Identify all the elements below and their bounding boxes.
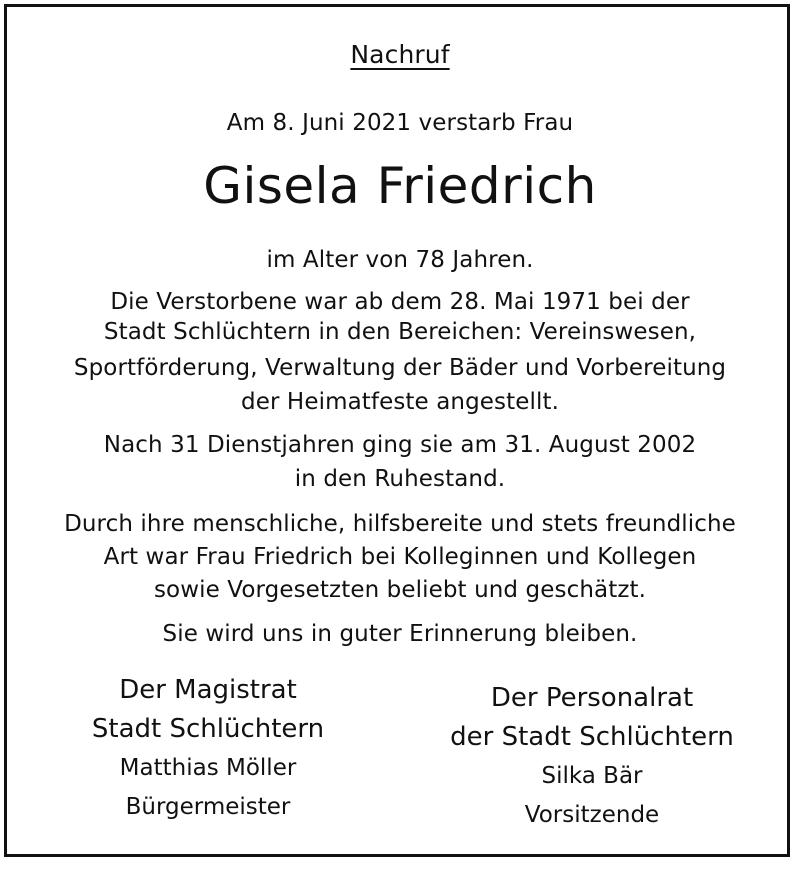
paragraph-2-line-2: in den Ruhestand. <box>294 466 506 492</box>
age-text: im Alter von 78 Jahren. <box>266 247 534 273</box>
paragraph-1-line-2: Stadt Schlüchtern in den Bereichen: Vereinswesen, <box>103 319 697 345</box>
intro-text: Am 8. Juni 2021 verstarb Frau <box>226 110 574 136</box>
notice-heading: Nachruf <box>350 40 450 69</box>
paragraph-3-line-2: Art war Frau Friedrich bei Kolleginnen und Kollegen <box>103 544 697 570</box>
paragraph-1-line-3: Sportförderung, Verwaltung der Bäder und Vorbereitung <box>73 355 727 381</box>
signature-person: Silka Bär <box>541 763 643 789</box>
signature-magistrat <box>48 671 368 827</box>
signature-org-line-1: Der Personalrat <box>490 683 694 713</box>
signature-person: Matthias Möller <box>119 755 297 781</box>
signature-org-line-1: Der Magistrat <box>119 675 297 705</box>
signature-org-line-2: der Stadt Schlüchtern <box>450 722 734 752</box>
closing-text: Sie wird uns in guter Erinnerung bleiben. <box>162 621 638 647</box>
signature-org-line-2: Stadt Schlüchtern <box>91 714 325 744</box>
signature-role: Vorsitzende <box>524 802 660 828</box>
paragraph-3-line-3: sowie Vorgesetzten beliebt und geschätzt. <box>153 577 647 603</box>
paragraph-1-line-4: der Heimatfeste angestellt. <box>241 389 559 415</box>
signature-role: Bürgermeister <box>125 794 291 820</box>
deceased-name: Gisela Friedrich <box>203 157 597 215</box>
paragraph-2-line-1: Nach 31 Dienstjahren ging sie am 31. August 2002 <box>103 432 697 458</box>
paragraph-3-line-1: Durch ihre menschliche, hilfsbereite und stets freundliche <box>64 511 736 537</box>
signature-personalrat <box>432 679 752 835</box>
paragraph-1-line-1: Die Verstorbene war ab dem 28. Mai 1971 bei der <box>110 289 690 315</box>
